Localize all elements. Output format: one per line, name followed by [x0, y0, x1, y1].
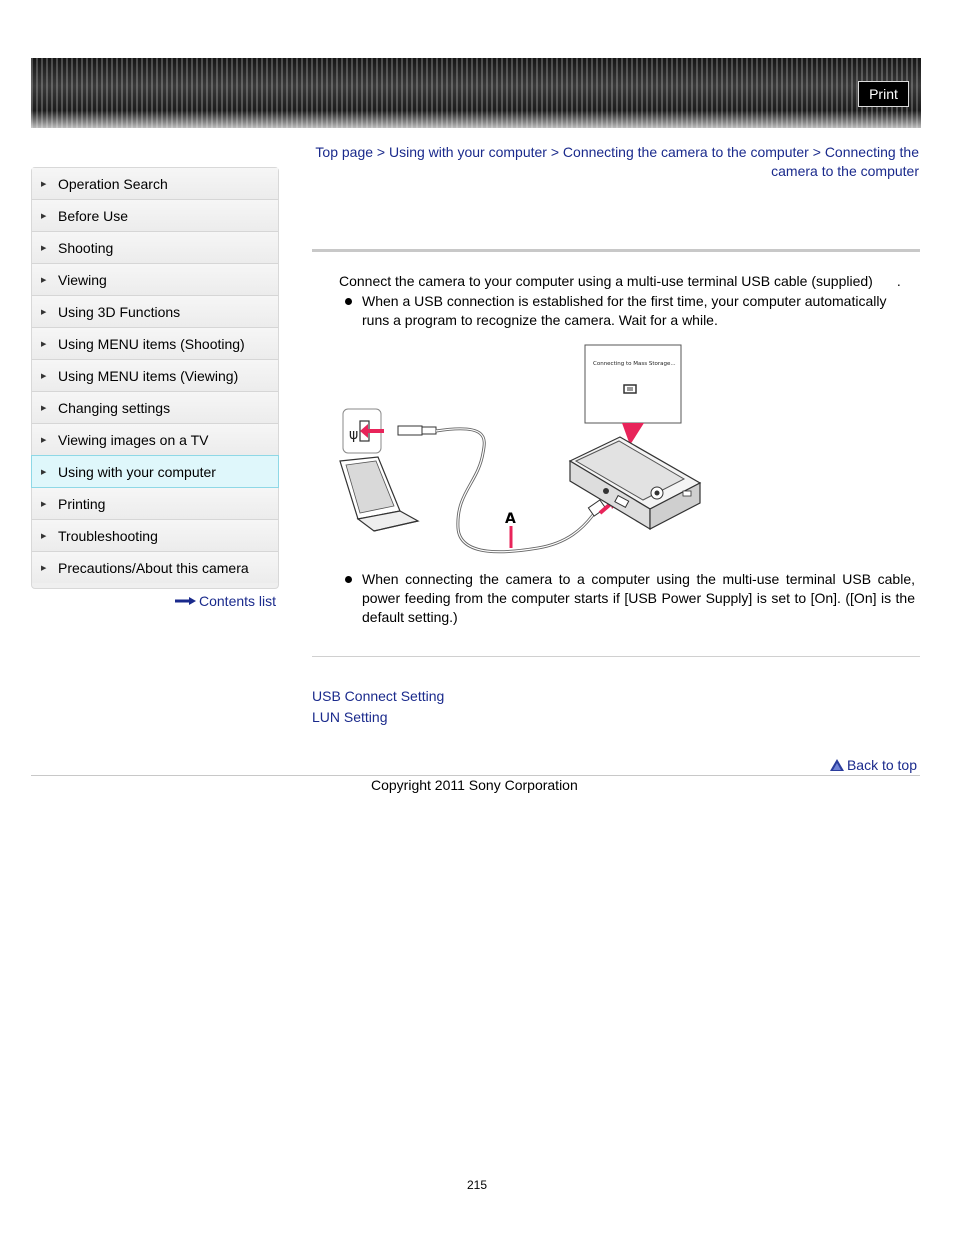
- sidebar-item-label: Before Use: [58, 207, 129, 224]
- laptop-icon: [340, 457, 418, 531]
- sidebar-item-menu-viewing[interactable]: [32, 360, 278, 392]
- sidebar-item-label: Using 3D Functions: [58, 303, 181, 320]
- triangle-right-icon: ▶: [41, 500, 47, 508]
- sidebar-item-viewing[interactable]: [32, 264, 278, 296]
- back-to-top-link[interactable]: [830, 757, 917, 773]
- intro-period: .: [896, 273, 901, 289]
- bullet-icon: [345, 576, 352, 583]
- triangle-right-icon: ▶: [41, 564, 47, 572]
- header-banner: [31, 58, 921, 128]
- triangle-right-icon: ▶: [41, 180, 47, 188]
- list-item: [340, 570, 915, 627]
- bullet-text: When connecting the camera to a computer using the multi-use terminal USB cable, power feeding from the computer starts if [USB Power Supply] is set to [On]. ([On] is the default setting.): [362, 571, 915, 625]
- breadcrumb: [312, 143, 919, 181]
- sidebar-item-precautions[interactable]: [32, 552, 278, 583]
- footer-divider: [31, 775, 920, 776]
- breadcrumb-connecting-section[interactable]: Connecting the camera to the computer: [562, 144, 809, 160]
- sidebar-item-shooting[interactable]: [32, 232, 278, 264]
- triangle-right-icon: ▶: [41, 340, 47, 348]
- camera-connection-illustration: [338, 343, 708, 561]
- sidebar-item-label: Troubleshooting: [58, 527, 158, 544]
- bullet-text: When a USB connection is established for the first time, your computer automatically runs a program to recognize the camera. Wait for a while.: [362, 293, 887, 328]
- triangle-right-icon: ▶: [41, 276, 47, 284]
- intro-text: [339, 273, 919, 289]
- triangle-right-icon: ▶: [41, 372, 47, 380]
- screen-popup: [585, 345, 681, 445]
- triangle-right-icon: ▶: [41, 468, 47, 476]
- sidebar-item-before-use[interactable]: [32, 200, 278, 232]
- sidebar-item-troubleshooting[interactable]: [32, 520, 278, 552]
- sidebar-item-operation-search[interactable]: [32, 168, 278, 200]
- sidebar-item-label: Using MENU items (Viewing): [58, 367, 239, 384]
- intro-sentence: Connect the camera to your computer using a multi-use terminal USB cable (supplied): [339, 273, 873, 289]
- sidebar-item-using-computer[interactable]: [31, 455, 279, 488]
- screen-popup-text: Connecting to Mass Storage...: [593, 361, 676, 367]
- link-usb-connect-setting[interactable]: USB Connect Setting: [312, 688, 445, 704]
- sidebar-item-label: Using MENU items (Shooting): [58, 335, 245, 352]
- breadcrumb-separator: >: [376, 144, 386, 160]
- sidebar-nav: [31, 167, 279, 589]
- svg-text:ψ: ψ: [349, 427, 359, 443]
- sidebar-item-label: Operation Search: [58, 175, 168, 192]
- triangle-right-icon: ▶: [41, 532, 47, 540]
- sidebar-item-label: Viewing images on a TV: [58, 431, 209, 448]
- sidebar-item-label: Printing: [58, 495, 106, 512]
- label-a: [505, 511, 516, 548]
- triangle-up-icon: [830, 759, 844, 771]
- contents-list-label[interactable]: Contents list: [199, 593, 277, 609]
- sidebar-item-printing[interactable]: [32, 488, 278, 520]
- sidebar-item-label: Shooting: [58, 239, 114, 256]
- bullet-list-second: [340, 570, 915, 627]
- section-divider: [312, 656, 920, 657]
- triangle-right-icon: ▶: [41, 244, 47, 252]
- sidebar-item-label: Changing settings: [58, 399, 171, 416]
- triangle-right-icon: ▶: [41, 308, 47, 316]
- sidebar-item-3d-functions[interactable]: [32, 296, 278, 328]
- label-a-text: A: [505, 511, 516, 527]
- triangle-right-icon: ▶: [41, 436, 47, 444]
- triangle-right-icon: ▶: [41, 404, 47, 412]
- sidebar-item-label: Precautions/About this camera: [58, 559, 249, 576]
- breadcrumb-top-page[interactable]: Top page: [315, 144, 374, 160]
- print-button[interactable]: Print: [858, 81, 909, 107]
- related-links: [312, 686, 444, 728]
- sidebar-item-label: Viewing: [58, 271, 107, 288]
- sidebar-item-viewing-tv[interactable]: [32, 424, 278, 456]
- link-lun-setting[interactable]: LUN Setting: [312, 709, 388, 725]
- page-number: 215: [466, 1178, 488, 1192]
- copyright-text: Copyright 2011 Sony Corporation: [371, 777, 578, 793]
- usb-port-callout: [343, 409, 384, 453]
- arrow-right-icon: [175, 597, 196, 605]
- contents-list-link[interactable]: [175, 593, 276, 609]
- sidebar-item-label: Using with your computer: [58, 463, 216, 480]
- bullet-icon: [345, 298, 352, 305]
- triangle-right-icon: ▶: [41, 212, 47, 220]
- breadcrumb-current-page[interactable]: Connecting the camera to the computer: [771, 144, 919, 179]
- list-item: [340, 292, 915, 330]
- sidebar-item-menu-shooting[interactable]: [32, 328, 278, 360]
- breadcrumb-using-computer[interactable]: Using with your computer: [389, 144, 547, 160]
- breadcrumb-separator: >: [550, 144, 560, 160]
- back-to-top-label[interactable]: Back to top: [846, 757, 917, 773]
- sidebar-item-changing-settings[interactable]: [32, 392, 278, 424]
- title-divider: [312, 249, 920, 252]
- camera-icon: [570, 437, 700, 529]
- bullet-list-first: [340, 292, 915, 330]
- breadcrumb-separator: >: [812, 144, 821, 160]
